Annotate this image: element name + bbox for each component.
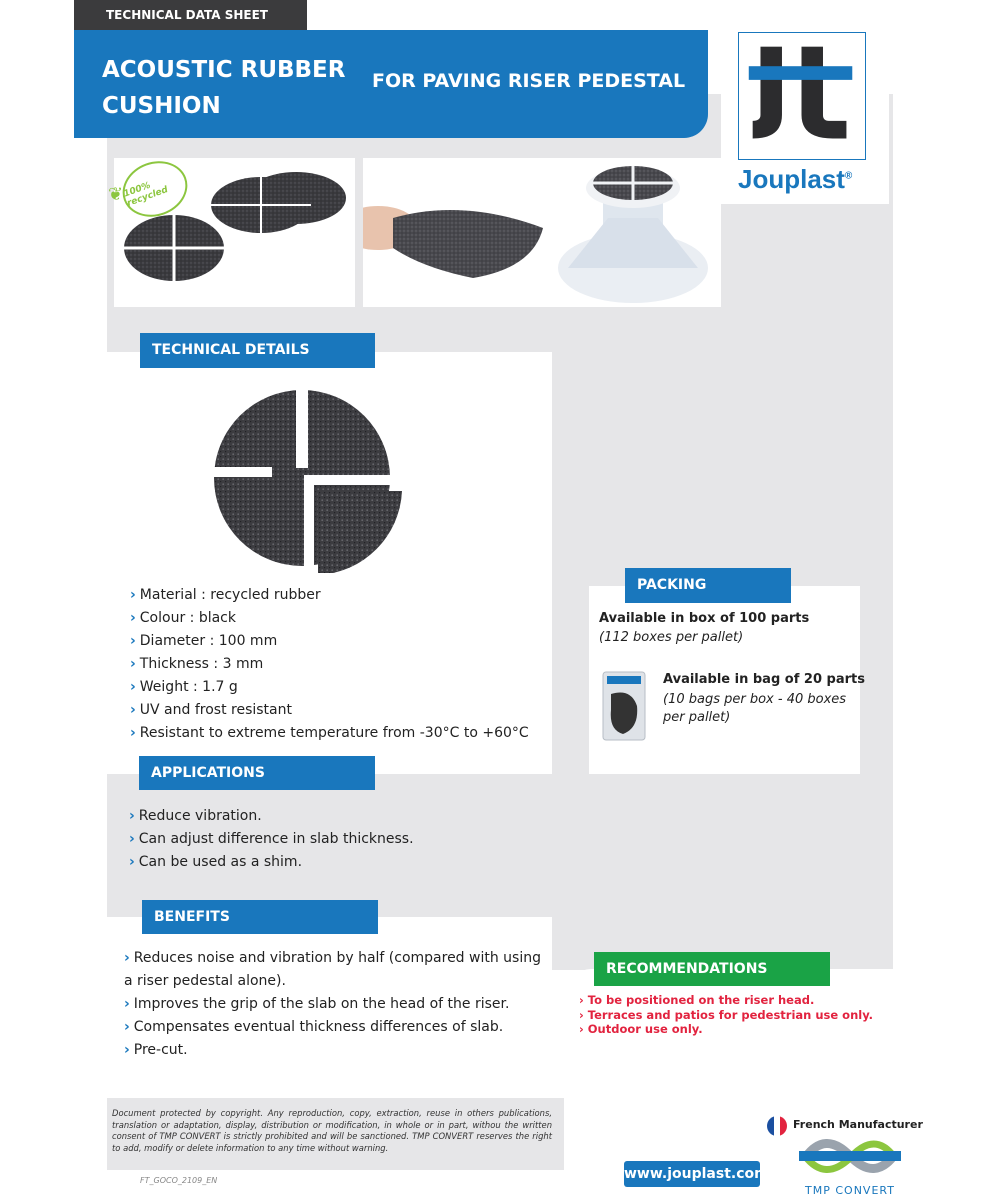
benefits-list (124, 947, 549, 1062)
list-item: › Outdoor use only. (579, 1022, 703, 1036)
photo-cushions (108, 158, 355, 307)
recycled-badge: 100% recycled (115, 152, 195, 225)
list-item: › Resistant to extreme temperature from -30°C to +60°C (130, 725, 529, 741)
list-item: › Can adjust difference in slab thickness. (129, 831, 414, 847)
pedestal-image (363, 158, 721, 307)
logo-frame (738, 32, 866, 160)
leaf-icon: ❦ (108, 184, 124, 205)
website-link[interactable]: www.jouplast.com (624, 1161, 760, 1187)
photo-pedestal (363, 158, 721, 307)
applications-heading: APPLICATIONS (139, 756, 375, 790)
product-subtitle: FOR PAVING RISER PEDESTAL (372, 70, 686, 92)
technical-details-heading: TECHNICAL DETAILS (140, 333, 375, 368)
document-code: FT_GOCO_2109_EN (140, 1176, 218, 1185)
list-item: › Improves the grip of the slab on the head of the riser. (124, 996, 510, 1012)
packing-bag-title: Available in bag of 20 parts (663, 672, 865, 687)
tmp-convert-icon (795, 1134, 905, 1180)
list-item: › Reduces noise and vibration by half (compared with using a riser pedestal alone). (124, 950, 541, 989)
jt-monogram-icon (739, 33, 864, 158)
list-item: › Pre-cut. (124, 1042, 188, 1058)
title-banner (74, 30, 708, 138)
applications-list (129, 805, 549, 874)
recommendations-list (579, 993, 879, 1037)
list-item: › Weight : 1.7 g (130, 679, 238, 695)
technical-details-list (130, 584, 545, 745)
cushion-detail-image (212, 383, 402, 573)
packing-box-title: Available in box of 100 parts (599, 611, 810, 626)
packing-bag-note: (10 bags per box - 40 boxes per pallet) (663, 692, 847, 725)
recommendations-panel (564, 969, 893, 1109)
list-item: › Reduce vibration. (129, 808, 262, 824)
french-manufacturer-label: French Manufacturer (793, 1118, 923, 1131)
document-type-tag: TECHNICAL DATA SHEET (74, 0, 307, 30)
french-flag-icon (767, 1116, 787, 1136)
list-item: › Material : recycled rubber (130, 587, 321, 603)
list-item: › Diameter : 100 mm (130, 633, 278, 649)
list-item: › Thickness : 3 mm (130, 656, 264, 672)
tmp-convert-label: TMP CONVERT (805, 1184, 895, 1197)
list-item: › Terraces and patios for pedestrian use only. (579, 1007, 874, 1022)
list-item: › Compensates eventual thickness differences of slab. (124, 1019, 504, 1035)
copyright-disclaimer: Document protected by copyright. Any reproduction, copy, extraction, reuse in others publications, translation or adaptation, display, distribution or modification, in whole or in part, withou the written consent of TMP CONVERT is strictly prohibited and will be sanctioned. TMP CONVERT reserves the right to add, modify or delete information to any time without warning. (112, 1108, 552, 1153)
bag-image (601, 670, 647, 742)
list-item: › Can be used as a shim. (129, 854, 303, 870)
recommendations-heading: RECOMMENDATIONS (594, 952, 830, 986)
packing-heading: PACKING (625, 568, 791, 603)
tmp-convert-logo (795, 1134, 905, 1196)
packing-box-note: (112 boxes per pallet) (599, 630, 744, 645)
list-item: › To be positioned on the riser head. (579, 993, 815, 1007)
brand-name: Jouplast® (738, 164, 853, 194)
list-item: › Colour : black (130, 610, 236, 626)
product-title: ACOUSTIC RUBBER CUSHION (102, 57, 346, 119)
benefits-heading: BENEFITS (142, 900, 378, 934)
list-item: › UV and frost resistant (130, 702, 292, 718)
jouplast-logo (721, 24, 889, 204)
